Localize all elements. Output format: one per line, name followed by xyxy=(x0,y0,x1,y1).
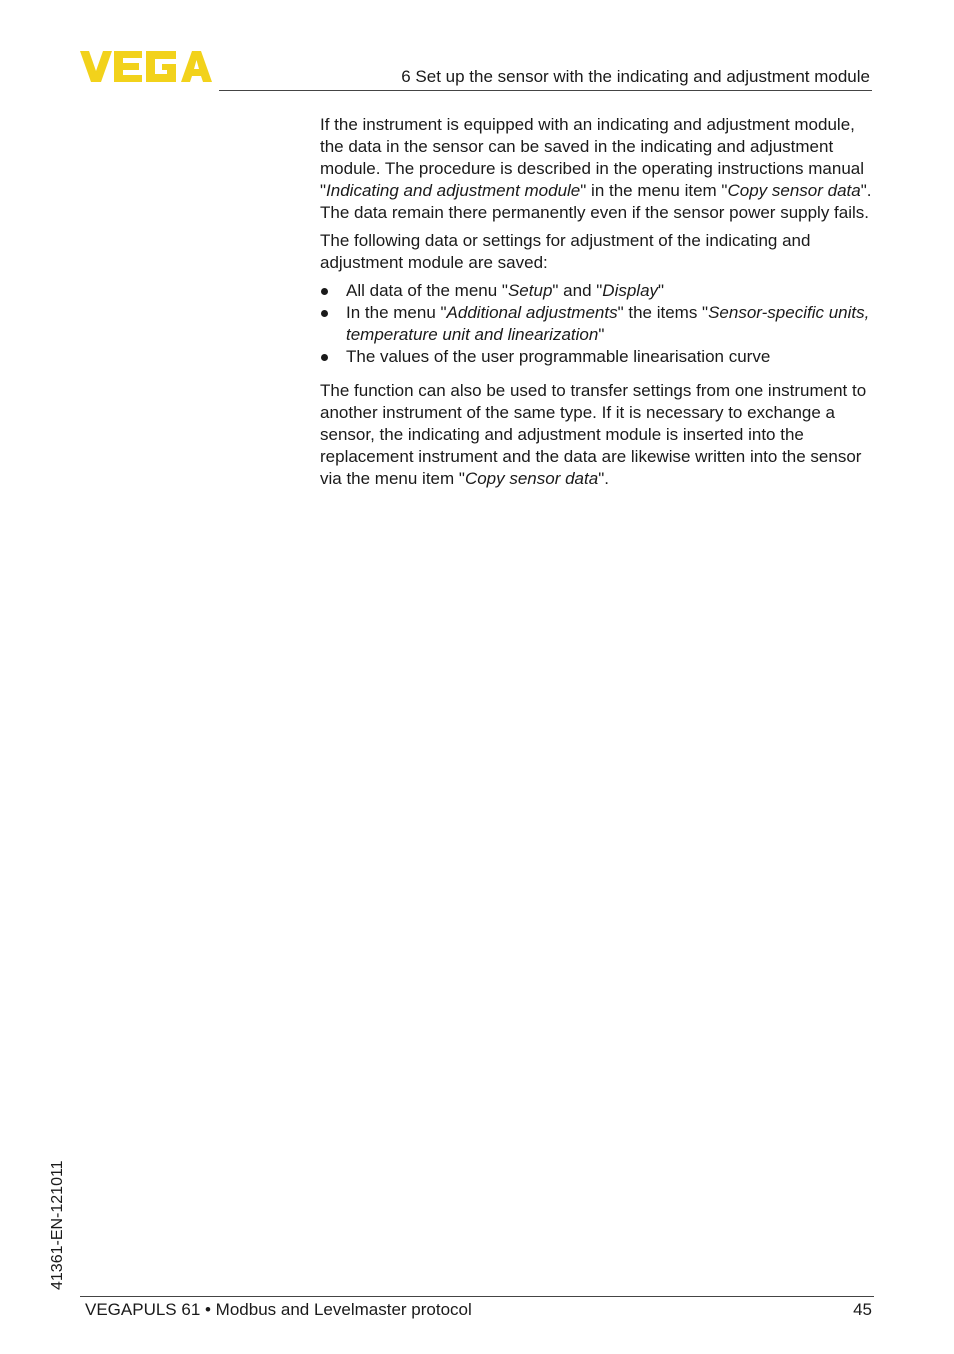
bullet-icon xyxy=(321,288,328,295)
main-content xyxy=(320,114,872,496)
footer-product: VEGAPULS 61 • Modbus and Levelmaster protocol xyxy=(85,1300,472,1319)
manual-title: Indicating and adjustment module xyxy=(326,181,581,200)
list-item: All data of the menu "Setup" and "Display" xyxy=(320,280,872,302)
bullet-icon xyxy=(321,354,328,361)
list-item: In the menu "Additional adjustments" the items "Sensor-specific units, temperature unit and linearization" xyxy=(320,302,872,346)
intro-paragraph: If the instrument is equipped with an indicating and adjustment module, the data in the sensor can be saved in the indicating and adjustment module. The procedure is described in the operating instructions manual "Indicating and adjustment module" in the menu item "Copy sensor data". The data remain there permanently even if the sensor power supply fails. xyxy=(320,115,872,222)
footer-divider xyxy=(80,1296,874,1297)
vega-logo xyxy=(80,51,212,83)
bullet-icon xyxy=(321,310,328,317)
document-number: 41361-EN-121011 xyxy=(49,1160,66,1290)
menu-item-name: Copy sensor data xyxy=(727,181,861,200)
saved-data-list xyxy=(320,280,872,368)
transfer-paragraph: The function can also be used to transfer settings from one instrument to another instrument of the same type. If it is necessary to exchange a sensor, the indicating and adjustment module is inserted into the replacement instrument and the data are likewise written into the sensor via the menu item "Copy sensor data". xyxy=(320,381,867,488)
list-item: The values of the user programmable linearisation curve xyxy=(320,346,872,368)
header-divider xyxy=(219,90,872,91)
section-header: 6 Set up the sensor with the indicating and adjustment module xyxy=(401,67,870,86)
saved-data-intro: The following data or settings for adjustment of the indicating and adjustment module are saved: xyxy=(320,231,811,272)
page-number: 45 xyxy=(853,1300,872,1319)
